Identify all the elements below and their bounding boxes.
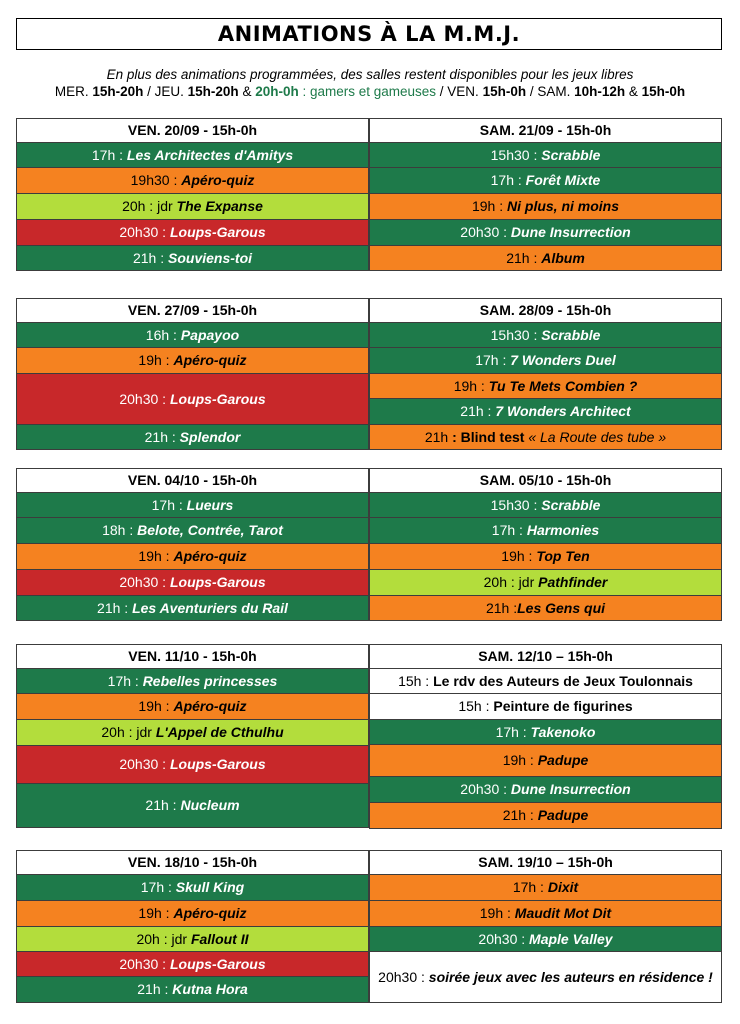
event-time: 20h30 <box>119 756 159 773</box>
event-game: Album <box>541 249 585 266</box>
event-game: Loups-Garous <box>169 756 266 773</box>
event-time: 20h <box>136 930 160 947</box>
event-text <box>92 147 293 163</box>
event-text <box>138 548 246 564</box>
event-text <box>491 497 601 513</box>
event-separator: : <box>526 807 538 824</box>
event-game: Rebelles princesses <box>142 672 278 689</box>
event-time: 20h <box>483 574 507 591</box>
intro-gamers: : gamers et gameuses <box>298 84 437 99</box>
event-separator: : jdr <box>507 574 539 591</box>
event-cell <box>16 347 369 374</box>
event-cell <box>369 245 722 271</box>
event-separator: : <box>125 522 138 539</box>
event-game: « La Route des tube » <box>528 428 667 445</box>
event-game: Dixit <box>547 879 579 896</box>
event-text <box>480 905 611 921</box>
event-time: 19h <box>502 752 527 769</box>
event-text <box>101 724 283 740</box>
event-cell <box>369 595 722 621</box>
event-time: 21h <box>137 981 161 998</box>
event-time: 20h30 <box>119 390 159 407</box>
friday-header: VEN. 11/10 - 15h-0h <box>16 644 369 669</box>
event-separator: : <box>509 599 518 616</box>
event-text <box>503 807 589 823</box>
event-cell <box>369 142 722 168</box>
intro-amp-2: & <box>625 84 642 99</box>
event-separator: : <box>161 548 174 565</box>
event-cell <box>16 569 369 596</box>
event-game: Loups-Garous <box>169 390 266 407</box>
event-time: 18h <box>102 522 126 539</box>
intro-mer-time: 15h-20h <box>92 84 144 99</box>
event-text <box>136 931 248 947</box>
event-cell <box>16 517 369 544</box>
event-game: Skull King <box>175 879 245 896</box>
event-time: 17h <box>140 879 165 896</box>
event-game: Tu Te Mets Combien ? <box>488 377 638 394</box>
event-time: 19h <box>138 352 162 369</box>
event-time: 15h30 <box>490 496 530 513</box>
event-time: 21h <box>424 428 449 445</box>
event-separator: : <box>161 352 174 369</box>
event-text <box>492 522 599 538</box>
event-time: 20h30 <box>460 781 500 798</box>
event-game: Pathfinder <box>538 574 608 591</box>
event-cell <box>369 693 722 720</box>
event-time: 17h <box>495 723 519 740</box>
event-cell <box>369 951 722 1003</box>
event-game: Lueurs <box>186 496 234 513</box>
event-text <box>119 956 265 972</box>
event-separator: : <box>161 905 174 922</box>
event-text <box>425 429 666 445</box>
intro-amp: & <box>238 84 256 99</box>
event-text <box>138 905 246 921</box>
event-separator: : <box>158 574 170 591</box>
event-text <box>458 698 632 714</box>
event-game: The Expanse <box>176 198 263 215</box>
event-separator: : <box>499 224 511 241</box>
event-cell <box>369 219 722 246</box>
event-cell <box>16 219 369 246</box>
event-text <box>119 224 265 240</box>
event-text <box>138 352 246 368</box>
event-game: 7 Wonders Architect <box>495 403 631 420</box>
event-game: Nucleum <box>180 797 240 814</box>
event-separator: : <box>158 390 170 407</box>
event-game: Loups-Garous <box>169 574 266 591</box>
page-title: ANIMATIONS À LA M.M.J. <box>217 22 521 46</box>
event-separator: : <box>115 146 127 163</box>
event-text <box>472 198 619 214</box>
event-time: 19h <box>453 377 478 394</box>
event-text <box>146 327 239 343</box>
intro-sep-jeu: / JEU. <box>143 84 188 99</box>
event-cell <box>16 167 369 194</box>
event-time: 15h30 <box>490 146 530 163</box>
intro-ven-time: 15h-0h <box>482 84 527 99</box>
event-game: Scrabble <box>541 146 601 163</box>
event-game: Loups-Garous <box>169 955 266 972</box>
event-separator: : <box>517 930 530 947</box>
event-separator: : <box>526 752 538 769</box>
event-game: Maudit Mot Dit <box>514 905 612 922</box>
event-cell <box>16 693 369 720</box>
event-time: 20h30 <box>119 224 159 241</box>
event-time: 17h <box>490 172 514 189</box>
event-cell <box>16 424 369 450</box>
event-time: 19h <box>138 698 162 715</box>
event-game: Ni plus, ni moins <box>507 198 620 215</box>
event-cell <box>369 719 722 745</box>
event-time: 19h30 <box>130 172 170 189</box>
event-cell <box>16 745 369 784</box>
event-time: 17h <box>475 352 499 369</box>
event-text <box>119 391 265 407</box>
event-cell <box>369 569 722 596</box>
event-cell <box>16 926 369 952</box>
event-time: 19h <box>479 905 504 922</box>
event-text <box>97 600 288 616</box>
event-separator: : <box>161 698 174 715</box>
event-separator: : <box>164 879 176 896</box>
event-separator: : jdr <box>145 198 177 215</box>
event-separator: : <box>483 403 496 420</box>
event-text <box>460 224 630 240</box>
event-game: soirée jeux avec les auteurs en résidence ! <box>428 968 713 985</box>
event-game: Kutna Hora <box>172 981 248 998</box>
event-text <box>133 250 252 266</box>
saturday-header: SAM. 12/10 – 15h-0h <box>369 644 722 669</box>
event-time: 20h30 <box>460 224 500 241</box>
event-time: 17h <box>107 672 132 689</box>
event-text <box>491 147 601 163</box>
event-text <box>145 797 239 813</box>
page-title-box <box>16 18 722 50</box>
event-game: Fallout II <box>190 930 249 947</box>
event-separator: : <box>131 672 143 689</box>
event-separator: : <box>477 377 489 394</box>
event-time: 21h <box>485 599 510 616</box>
event-separator: : <box>175 496 187 513</box>
event-text <box>137 981 247 997</box>
intro-jeu-time-2: 20h-0h <box>255 84 299 99</box>
event-time: 21h <box>506 249 530 266</box>
event-cell <box>369 926 722 952</box>
event-separator: : <box>417 968 429 985</box>
event-time: 19h <box>501 548 525 565</box>
event-cell <box>16 543 369 570</box>
event-text <box>513 879 578 895</box>
event-time: 17h <box>91 146 116 163</box>
event-separator: : <box>514 172 526 189</box>
intro-sep-ven: / VEN. <box>436 84 483 99</box>
event-text <box>491 327 601 343</box>
event-cell <box>16 951 369 977</box>
event-game: Belote, Contrée, Tarot <box>137 522 283 539</box>
event-time: 20h30 <box>478 930 518 947</box>
event-cell <box>16 719 369 746</box>
event-separator: : <box>529 326 542 343</box>
event-time: 19h <box>471 198 496 215</box>
event-cell <box>369 424 722 450</box>
event-cell <box>16 492 369 518</box>
event-separator: : <box>168 797 181 814</box>
event-text <box>478 931 612 947</box>
event-game: L'Appel de Cthulhu <box>155 724 284 741</box>
event-game: Le rdv des Auteurs de Jeux Toulonnais <box>433 672 693 689</box>
event-game: Dune Insurrection <box>510 224 631 241</box>
intro-sep-sam: / SAM. <box>526 84 575 99</box>
intro-sam-time-1: 10h-12h <box>574 84 626 99</box>
event-text <box>486 600 605 616</box>
event-text <box>131 172 255 188</box>
event-separator: : <box>160 981 173 998</box>
event-text <box>102 522 283 538</box>
event-game: Takenoko <box>530 723 596 740</box>
friday-header: VEN. 18/10 - 15h-0h <box>16 850 369 875</box>
event-time: 20h <box>101 724 125 741</box>
event-text <box>119 574 265 590</box>
friday-header: VEN. 20/09 - 15h-0h <box>16 118 369 143</box>
event-text <box>460 403 630 419</box>
event-text <box>145 429 241 445</box>
event-cell <box>16 193 369 220</box>
event-game: Forêt Mixte <box>525 172 601 189</box>
event-time: 21h <box>97 599 121 616</box>
event-cell <box>369 900 722 927</box>
event-separator: : <box>120 599 133 616</box>
event-game: Dune Insurrection <box>510 781 631 798</box>
event-text <box>138 698 246 714</box>
event-game: Maple Valley <box>529 930 613 947</box>
event-game: Top Ten <box>536 548 590 565</box>
event-separator: : <box>524 548 537 565</box>
event-cell <box>16 322 369 348</box>
event-text <box>122 198 263 214</box>
event-cell <box>369 347 722 374</box>
event-time: 19h <box>138 548 162 565</box>
event-game: Loups-Garous <box>169 224 266 241</box>
intro-mer-label: MER. <box>54 84 93 99</box>
event-cell <box>369 744 722 777</box>
event-separator: : <box>529 146 542 163</box>
event-time: 17h <box>151 496 175 513</box>
event-separator: : <box>495 198 507 215</box>
saturday-header: SAM. 28/09 - 15h-0h <box>369 298 722 323</box>
event-game: Papayoo <box>180 326 240 343</box>
event-cell <box>369 776 722 803</box>
event-text <box>152 497 234 513</box>
event-time: 15h30 <box>490 326 530 343</box>
event-separator: : <box>498 352 511 369</box>
event-time: 21h <box>132 249 157 266</box>
event-text <box>108 673 278 689</box>
event-game: Scrabble <box>541 326 601 343</box>
event-cell <box>16 900 369 927</box>
event-game: Les Aventuriers du Rail <box>132 599 288 616</box>
event-game: Souviens-toi <box>168 249 253 266</box>
event-separator: : <box>168 428 180 445</box>
event-separator: : <box>529 496 542 513</box>
event-time: 17h <box>512 879 537 896</box>
event-game: Apéro-quiz <box>181 172 255 189</box>
event-game: Peinture de figurines <box>493 698 633 715</box>
event-game: Scrabble <box>541 496 601 513</box>
event-text <box>491 172 601 188</box>
event-cell <box>369 398 722 425</box>
event-time: 20h30 <box>119 574 159 591</box>
event-separator: : <box>169 172 182 189</box>
event-cell <box>369 322 722 348</box>
event-game: Les Gens qui <box>517 599 606 616</box>
event-separator: : Blind test <box>448 428 529 445</box>
event-cell <box>369 373 722 399</box>
event-cell <box>369 874 722 901</box>
saturday-header: SAM. 21/09 - 15h-0h <box>369 118 722 143</box>
event-separator: : <box>158 224 170 241</box>
event-separator: : <box>481 698 494 715</box>
event-separator: : <box>158 756 170 773</box>
event-separator: : <box>499 781 511 798</box>
event-separator: : <box>169 326 181 343</box>
intro-sam-time-2: 15h-0h <box>641 84 686 99</box>
event-text <box>454 378 638 394</box>
event-cell <box>369 193 722 220</box>
event-game: Apéro-quiz <box>173 698 247 715</box>
event-cell <box>369 543 722 570</box>
saturday-header: SAM. 19/10 – 15h-0h <box>369 850 722 875</box>
event-cell <box>16 142 369 168</box>
event-cell <box>369 668 722 694</box>
event-game: Splendor <box>179 428 241 445</box>
event-separator: : <box>158 955 170 972</box>
event-time: 19h <box>138 905 162 922</box>
intro-jeu-time: 15h-20h <box>187 84 239 99</box>
event-text <box>496 724 596 740</box>
event-text <box>503 752 589 768</box>
event-cell <box>369 167 722 194</box>
event-separator: : <box>421 672 434 689</box>
event-cell <box>16 595 369 621</box>
event-game: Apéro-quiz <box>173 905 247 922</box>
event-game: Harmonies <box>526 522 600 539</box>
event-time: 15h <box>458 698 482 715</box>
event-text <box>119 756 265 772</box>
event-time: 20h30 <box>378 968 418 985</box>
event-time: 20h30 <box>119 955 159 972</box>
event-text <box>141 879 244 895</box>
event-separator: : <box>515 522 527 539</box>
event-cell <box>16 976 369 1003</box>
event-cell <box>16 373 369 425</box>
event-separator: : <box>156 249 168 266</box>
event-text <box>501 548 589 564</box>
event-time: 21h <box>460 403 484 420</box>
event-time: 16h <box>145 326 170 343</box>
event-text <box>475 352 616 368</box>
event-cell <box>16 874 369 901</box>
event-time: 21h <box>144 428 168 445</box>
intro-line-2 <box>0 84 740 99</box>
event-cell <box>16 668 369 694</box>
event-game: Padupe <box>537 807 589 824</box>
event-cell <box>16 783 369 828</box>
event-game: Padupe <box>537 752 589 769</box>
event-text <box>460 781 630 797</box>
event-separator: : jdr <box>159 930 191 947</box>
event-separator: : jdr <box>124 724 156 741</box>
event-separator: : <box>536 879 548 896</box>
event-cell <box>16 245 369 271</box>
event-separator: : <box>503 905 515 922</box>
event-time: 20h <box>122 198 146 215</box>
event-text <box>378 969 713 985</box>
event-game: Les Architectes d'Amitys <box>126 146 294 163</box>
event-cell <box>369 802 722 829</box>
event-cell <box>369 492 722 518</box>
event-text <box>398 673 693 689</box>
event-separator: : <box>529 249 542 266</box>
event-time: 17h <box>491 522 516 539</box>
event-time: 21h <box>145 797 169 814</box>
event-game: 7 Wonders Duel <box>510 352 616 369</box>
event-time: 21h <box>502 807 527 824</box>
event-text <box>506 250 585 266</box>
friday-header: VEN. 27/09 - 15h-0h <box>16 298 369 323</box>
event-text <box>484 574 608 590</box>
intro-line-1: En plus des animations programmées, des salles restent disponibles pour les jeux libres <box>106 67 634 82</box>
event-time: 15h <box>398 672 422 689</box>
saturday-header: SAM. 05/10 - 15h-0h <box>369 468 722 493</box>
event-game: Apéro-quiz <box>173 548 247 565</box>
event-cell <box>369 517 722 544</box>
friday-header: VEN. 04/10 - 15h-0h <box>16 468 369 493</box>
event-separator: : <box>518 723 531 740</box>
event-game: Apéro-quiz <box>173 352 247 369</box>
